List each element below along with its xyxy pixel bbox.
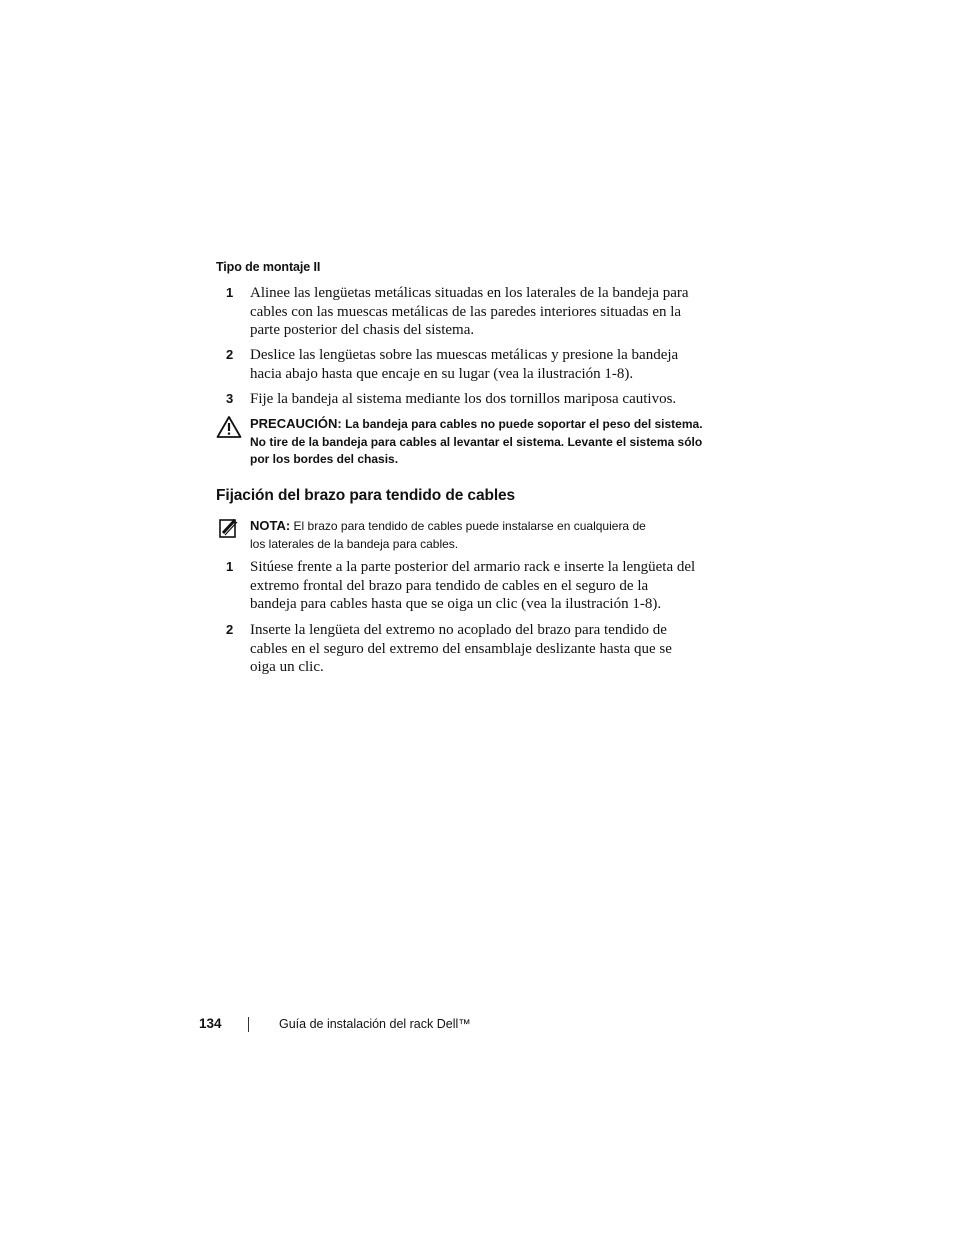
warning-triangle-icon (216, 415, 242, 439)
caution-label: PRECAUCIÓN: (250, 416, 342, 431)
note-notice (216, 517, 716, 553)
step-a-3 (216, 390, 716, 409)
step-number: 2 (226, 622, 234, 637)
footer-divider (248, 1017, 249, 1032)
step-number: 3 (226, 391, 234, 406)
caution-notice (216, 415, 716, 469)
step-number: 2 (226, 347, 234, 362)
section-heading: Tipo de montaje II (216, 260, 321, 274)
step-a-2 (216, 346, 716, 383)
page-number: 134 (199, 1016, 222, 1031)
step-a-1 (216, 284, 716, 340)
step-text: Sitúese frente a la parte posterior del armario rack e inserte la lengüeta del extremo frontal del brazo para tendido de cables en el seguro de la bandeja para cables hasta que se oiga un clic (vea la ilustración 1-8). (250, 559, 696, 612)
step-text: Alinee las lengüetas metálicas situadas en los laterales de la bandeja para cables con las muescas metálicas de las paredes interiores situadas en la parte posterior del chasis del sistema. (250, 285, 689, 338)
note-text: El brazo para tendido de cables puede instalarse en cualquiera de los laterales de la bandeja para cables. (250, 519, 646, 551)
step-b-2 (216, 621, 716, 677)
step-text: Fije la bandeja al sistema mediante los dos tornillos mariposa cautivos. (250, 391, 677, 407)
step-text: Inserte la lengüeta del extremo no acoplado del brazo para tendido de cables en el seguro del extremo del ensamblaje deslizante hasta que se oiga un clic. (250, 622, 672, 675)
step-text: Deslice las lengüetas sobre las muescas metálicas y presione la bandeja hacia abajo hasta que encaje en su lugar (vea la ilustración 1-8). (250, 347, 679, 382)
section-heading-2: Fijación del brazo para tendido de cables (216, 487, 516, 504)
caution-text: La bandeja para cables no puede soportar el peso del sistema. No tire de la bandeja para cables al levantar el sistema. Levante el sistema sólo por los bordes del chasis. (250, 417, 703, 466)
step-number: 1 (226, 285, 234, 300)
note-label: NOTA: (250, 518, 291, 533)
footer-title: Guía de instalación del rack Dell™ (279, 1017, 471, 1031)
step-number: 1 (226, 559, 234, 574)
step-b-1 (216, 558, 716, 614)
note-pencil-icon (216, 517, 242, 541)
